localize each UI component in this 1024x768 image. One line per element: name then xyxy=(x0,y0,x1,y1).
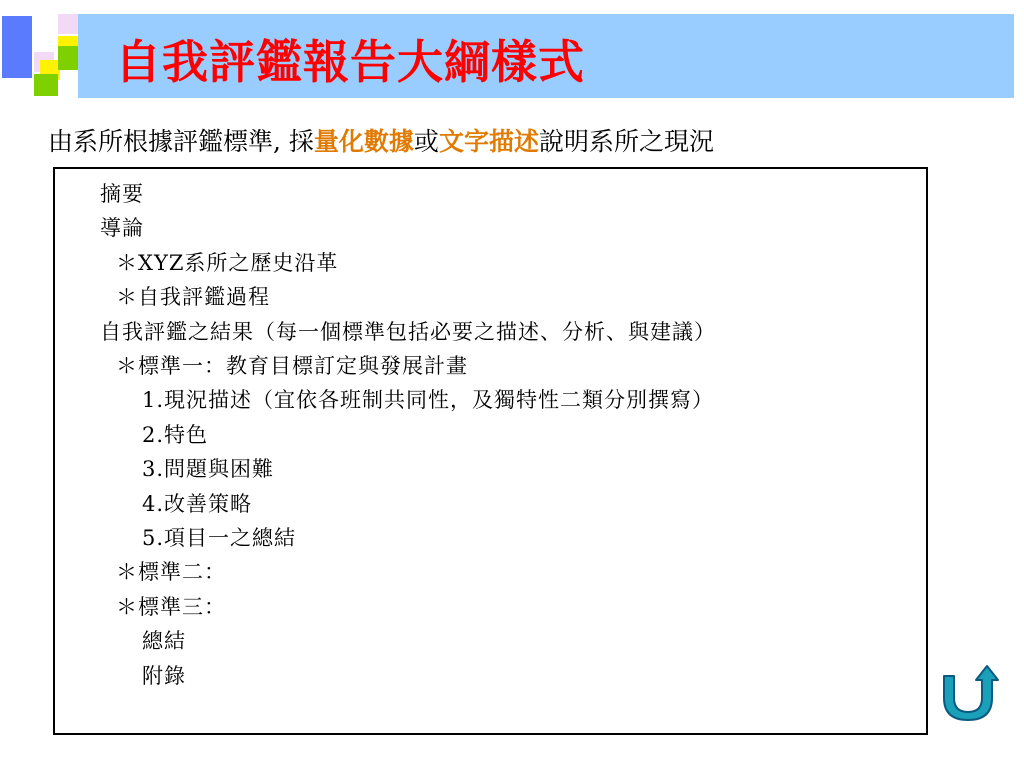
outline-item: 自我評鑑之結果（每一個標準包括必要之描述、分析、與建議） xyxy=(100,319,716,344)
return-arrow-icon[interactable] xyxy=(938,660,1004,722)
subtitle-highlight-quantitative: 量化數據 xyxy=(313,127,414,156)
outline-box xyxy=(53,167,928,735)
outline-item: 2.特色 xyxy=(142,422,209,447)
outline-item: 附錄 xyxy=(142,663,186,688)
outline-item: 摘要 xyxy=(100,182,144,206)
outline-item: ＊自我評鑑過程 xyxy=(116,285,270,310)
outline-list xyxy=(100,177,716,693)
outline-item: 5.項目一之總結 xyxy=(142,526,297,551)
subtitle-middle: 或 xyxy=(413,127,439,156)
outline-item: 導論 xyxy=(100,216,144,241)
deco-square-green xyxy=(58,46,78,70)
subtitle-highlight-text: 文字描述 xyxy=(438,127,539,156)
outline-item: ＊XYZ系所之歷史沿革 xyxy=(116,250,339,275)
outline-item: ＊標準一：教育目標訂定與發展計畫 xyxy=(116,354,468,379)
outline-item: 1.現況描述（宜依各班制共同性，及獨特性二類分別撰寫） xyxy=(142,388,715,413)
subtitle-suffix: 說明系所之現況 xyxy=(538,127,714,156)
slide-title: 自我評鑑報告大綱樣式 xyxy=(115,35,585,89)
outline-item: ＊標準二： xyxy=(116,560,226,585)
deco-square-blue xyxy=(2,16,32,78)
outline-item: 總結 xyxy=(142,629,186,654)
deco-square-green xyxy=(34,74,58,96)
decorative-squares-icon xyxy=(0,0,80,110)
outline-item: 3.問題與困難 xyxy=(142,457,275,482)
outline-item: 4.改善策略 xyxy=(142,491,253,516)
deco-square-pink xyxy=(58,14,78,34)
slide-subtitle xyxy=(48,122,714,158)
outline-item: ＊標準三： xyxy=(116,594,226,619)
subtitle-prefix: 由系所根據評鑑標準, 採 xyxy=(48,127,314,156)
